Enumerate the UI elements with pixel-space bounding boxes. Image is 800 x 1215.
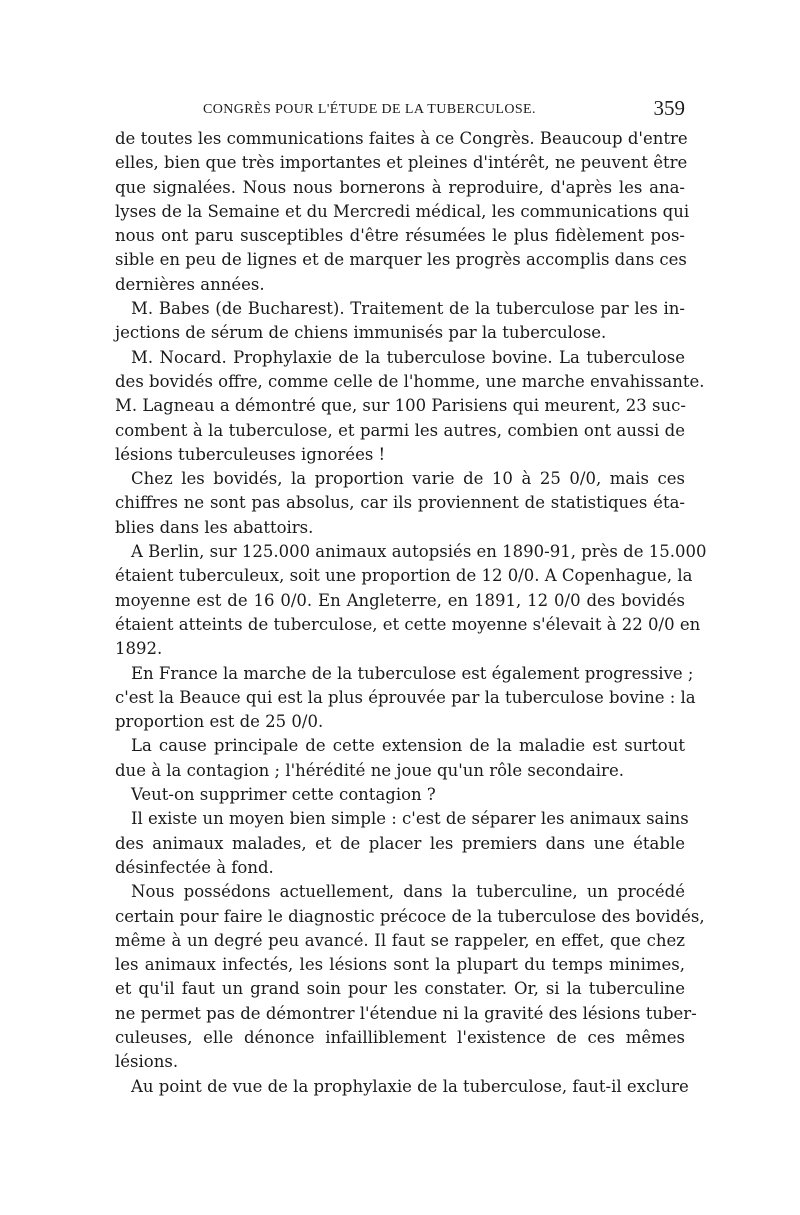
text-line: certain pour faire le diagnostic précoce de la tuberculose des bovidés, — [115, 906, 705, 926]
text-line: même à un degré peu avancé. Il faut se rappeler, en effet, que chez — [115, 930, 685, 950]
text-line: Chez les bovidés, la proportion varie de 10 à 25 0/0, mais ces — [131, 469, 685, 489]
text-line: de toutes les communications faites à ce Congrès. Beaucoup d'entre — [115, 129, 688, 148]
paragraph — [115, 1075, 689, 1099]
text-line: désinfectée à fond. — [115, 857, 274, 877]
paragraph — [115, 807, 689, 880]
text-line: A Berlin, sur 125.000 animaux autopsiés en 1890-91, près de 15.000 — [131, 542, 707, 562]
paragraph — [115, 346, 705, 467]
text-line: des bovidés offre, comme celle de l'homme, une marche envahissante. — [115, 371, 705, 391]
text-line: En France la marche de la tuberculose est également progressive ; — [131, 663, 694, 683]
text-line: sible en peu de lignes et de marquer les progrès accomplis dans ces — [115, 250, 687, 270]
text-line: La cause principale de cette extension de la maladie est surtout — [131, 736, 685, 756]
text-line: elles, bien que très importantes et pleines d'intérêt, ne peuvent être — [115, 153, 688, 173]
text-line: M. Lagneau a démontré que, sur 100 Parisiens qui meurent, 23 suc- — [115, 396, 686, 416]
running-title: CONGRÈS POUR L'ÉTUDE DE LA TUBERCULOSE. — [203, 102, 536, 117]
text-line: combent à la tuberculose, et parmi les autres, combien ont aussi de — [115, 420, 685, 440]
paragraph — [115, 734, 685, 783]
text-line: que signalées. Nous nous bornerons à reproduire, d'après les ana- — [115, 177, 685, 197]
text-line: culeuses, elle dénonce infailliblement l'existence de ces mêmes — [115, 1027, 685, 1047]
paragraph — [115, 127, 690, 297]
paragraph — [115, 297, 685, 346]
text-line: étaient atteints de tuberculose, et cette moyenne s'élevait à 22 0/0 en — [115, 614, 701, 634]
text-line: Au point de vue de la prophylaxie de la tuberculose, faut-il exclure — [131, 1076, 689, 1096]
text-line: 1892. — [115, 639, 163, 659]
text-line: Nous possédons actuellement, dans la tuberculine, un procédé — [131, 882, 685, 902]
text-line: dernières années. — [115, 274, 265, 294]
text-line: et qu'il faut un grand soin pour les constater. Or, si la tuberculine — [115, 979, 685, 999]
text-line: moyenne est de 16 0/0. En Angleterre, en 1891, 12 0/0 des bovidés — [115, 590, 685, 610]
text-line: nous ont paru susceptibles d'être résumées le plus fidèlement pos- — [115, 226, 685, 246]
text-line: jections de sérum de chiens immunisés par la tuberculose. — [115, 323, 607, 343]
paragraph — [115, 540, 707, 661]
text-line: M. Babes (de Bucharest). Traitement de la tuberculose par les in- — [131, 299, 685, 319]
text-line: M. Nocard. Prophylaxie de la tuberculose bovine. La tuberculose — [131, 347, 685, 367]
text-line: Veut-on supprimer cette contagion ? — [131, 785, 436, 805]
paragraph — [115, 783, 685, 807]
text-line: due à la contagion ; l'hérédité ne joue qu'un rôle secondaire. — [115, 760, 624, 780]
text-line: étaient tuberculeux, soit une proportion de 12 0/0. A Copenhague, la — [115, 566, 693, 586]
running-head — [115, 96, 685, 126]
text-line: blies dans les abattoirs. — [115, 517, 314, 537]
page-number: 359 — [653, 96, 685, 120]
text-line: chiffres ne sont pas absolus, car ils proviennent de statistiques éta- — [115, 493, 685, 513]
paragraph — [115, 880, 705, 1074]
text-line: lyses de la Semaine et du Mercredi médical, les communications qui — [115, 201, 690, 221]
body-text — [115, 127, 707, 1099]
text-line: les animaux infectés, les lésions sont la plupart du temps minimes, — [115, 955, 685, 975]
text-line: lésions tuberculeuses ignorées ! — [115, 444, 386, 464]
text-line: des animaux malades, et de placer les premiers dans une étable — [115, 833, 685, 853]
text-line: Il existe un moyen bien simple : c'est de séparer les animaux sains — [131, 809, 689, 829]
text-line: c'est la Beauce qui est la plus éprouvée par la tuberculose bovine : la — [115, 687, 696, 707]
text-line: proportion est de 25 0/0. — [115, 712, 324, 732]
paragraph — [115, 662, 696, 735]
paragraph — [115, 467, 685, 540]
text-line: ne permet pas de démontrer l'étendue ni la gravité des lésions tuber- — [115, 1003, 697, 1023]
text-line: lésions. — [115, 1052, 179, 1072]
